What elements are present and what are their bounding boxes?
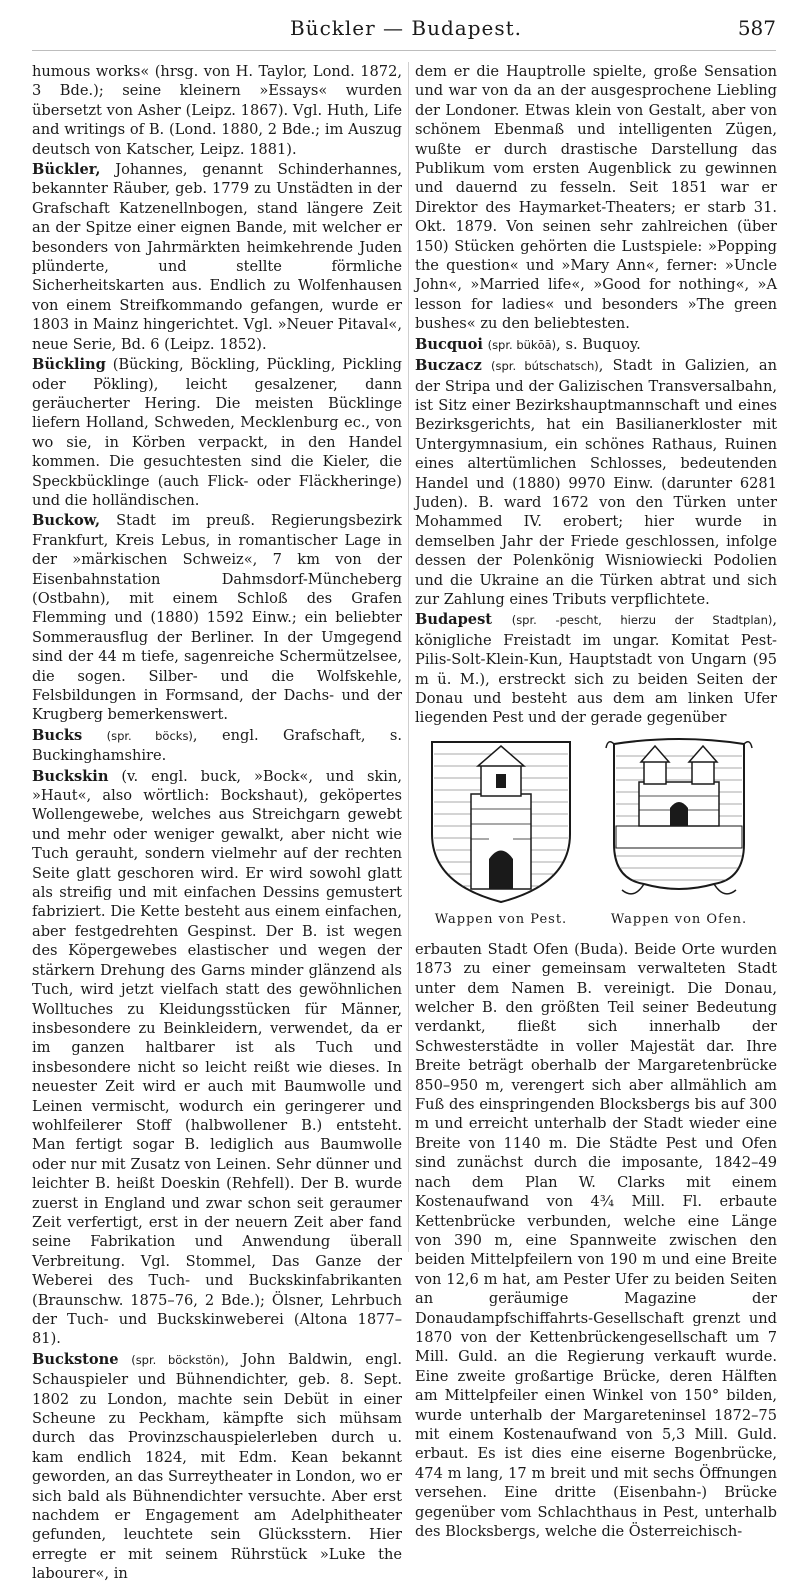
lemma: Buckskin	[32, 767, 109, 785]
pronunciation: (spr. bükōā)	[487, 337, 557, 352]
entry-text: , engl. Grafschaft, s. Buckinghamshire.	[32, 726, 402, 765]
entry-text: Stadt im preuß. Regierungsbezirk Frankfurt, Kreis Lebus, in romantischer Lage in der »märkischen Schweiz«, 7 km von der Eisenbahnstation Dahmsdorf-Müncheberg (Ostbahn), mit einem Schloß des Grafen Flemming und (1880) 1592 Einw.; ein beliebter Sommerausflug der Berliner. In der Umgegend sind der 44 m tiefe, sagenreiche Schermützelsee, die sogen. Silber- und die Wolfskehle, Felsbildungen in Formsand, der Dachs- und der Krugberg bemerkenswert.	[32, 512, 402, 724]
entry-bucks	[32, 726, 402, 766]
entry-buckskin	[32, 767, 402, 1349]
lemma: Buckstone	[32, 1350, 119, 1368]
pronunciation: (spr. böckstön)	[131, 1352, 225, 1367]
left-column	[32, 62, 402, 1583]
entry-text: , s. Buquoy.	[556, 335, 641, 353]
entry-text: , königliche Freistadt im ungar. Komitat Pest-Pilis-Solt-Klein-Kun, Hauptstadt von Ungarn (95 m ü. M.), erstreckt sich zu beiden Seiten der Donau und besteht aus dem am linken Ufer liegenden Pest und der gerade gegenüber	[415, 611, 778, 727]
lemma: Buckow,	[32, 512, 101, 530]
entry-buckow	[32, 511, 402, 724]
pronunciation: (spr. bútschatsch)	[491, 359, 599, 374]
coat-of-arms-ofen	[599, 734, 759, 934]
running-title: Bückler — Budapest.	[289, 16, 522, 40]
lemma: Buczacz	[415, 357, 482, 375]
entry-continuation: humous works« (hrsg. von H. Taylor, Lond. 1872, 3 Bde.); seine kleinern »Essays« wurden übersetzt von Asher (Leipz. 1867). Vgl. Huth, Life and writings of B. (Lond. 1880, 2 Bde.; im Auszug deutsch von Katscher, Leipz. 1881).	[32, 63, 402, 158]
caption-pest: Wappen von Pest.	[434, 911, 568, 927]
entry-text: (Bücking, Böckling, Pückling, Pickling oder Pökling), leicht gesalzener, dann geräucherter Hering. Die meisten Bücklinge liefern Holland, Schweden, Mecklenburg ec., von wo sie, in Körben verpackt, in den Handel kommen. Die gesuchtesten sind die Kieler, die Speckbücklinge (auch Flick- oder Fläckheringe) und die holländischen.	[32, 356, 402, 509]
lemma: Bucquoi	[415, 335, 483, 353]
ofen-shield-icon	[604, 734, 754, 906]
lemma: Budapest	[415, 611, 493, 629]
right-column	[415, 62, 778, 1540]
caption-ofen: Wappen von Ofen.	[610, 911, 748, 927]
lemma: Bückling	[32, 356, 106, 374]
lemma: Bückler,	[32, 161, 101, 179]
column-divider	[408, 62, 409, 1252]
entry-buczacz	[415, 356, 777, 609]
lemma: Bucks	[32, 726, 83, 744]
entry-text: , Stadt in Galizien, an der Stripa und der Galizischen Transversalbahn, ist Sitz einer Bezirkshauptmannschaft und eines Bezirksgerichts, hat ein Basilianerkloster mit Untergymnasium, ein schönes Rathaus, Ruinen eines altertümlichen Schlosses, bedeutenden Handel und (1880) 9970 Einw. (darunter 6281 Juden). B. ward 1672 von den Türken unter Mohammed IV. erobert; hier wurde in demselben Jahr der Friede geschlossen, infolge dessen der Polenkönig Wisniowiecki Podolien und die Ukraine an die Türken abtrat und sich zur Zahlung eines Tributs verpflichtete.	[415, 357, 778, 608]
entry-bucquoi	[415, 335, 777, 355]
entry-text: , John Baldwin, engl. Schauspieler und Bühnendichter, geb. 8. Sept. 1802 zu London, machte sein Debüt in einer Scheune zu Peckham, kämpfte sich mühsam durch das Provinzschauspielerleben durch u. kam endlich 1824, mit Edm. Kean bekannt geworden, an das Surreytheater in London, wo er sich bald als Bühnendichter versuchte. Aber erst nachdem er Engagement am Adelphitheater gefunden, leuchtete sein Glücksstern. Hier erregte er mit seinem Rührstück »Luke the labourer«, in	[32, 1350, 402, 1583]
entry-budapest	[415, 610, 777, 727]
page-number: 587	[737, 16, 776, 40]
page-header	[36, 10, 776, 44]
pronunciation: (spr. -pescht, hierzu der Stadtplan)	[511, 613, 773, 628]
entry-continuation: dem er die Hauptrolle spielte, große Sensation und war von da an der ausgesprochene Liebling der Londoner. Etwas klein von Gestalt, aber von schönem Ebenmaß und intelligenten Zügen, wußte er durch drastische Darstellung das Publikum vom ersten Augenblick zu gewinnen und dauernd zu fesseln. Seit 1851 war er Direktor des Haymarket-Theaters; er starb 31. Okt. 1879. Von seinen sehr zahlreichen (über 150) Stücken gehörten die Lustspiele: »Popping the question« und »Mary Ann«, ferner: »Uncle John«, »Married life«, »Good for nothing«, »A lesson for ladies« und besonders »The green bushes« zu den beliebtesten.	[415, 63, 777, 333]
pest-shield-icon	[426, 734, 576, 906]
entry-buckstone	[32, 1350, 402, 1584]
header-rule	[32, 50, 776, 51]
coat-of-arms-pest	[421, 734, 581, 934]
entry-bueckler	[32, 160, 402, 354]
coats-of-arms	[415, 734, 777, 934]
pronunciation: (spr. böcks)	[106, 728, 193, 743]
entry-bueckling	[32, 355, 402, 510]
entry-text: Johannes, genannt Schinderhannes, bekannter Räuber, geb. 1779 zu Unstädten in der Grafschaft Katzenellnbogen, stand längere Zeit an der Spitze einer eignen Bande, mit welcher er besonders von Jahrmärkten heimkehrende Juden plünderte, und stellte förmliche Sicherheitskarten aus. Endlich zu Wolfenhausen von einem Streifkommando gefangen, wurde er 1803 in Mainz hingerichtet. Vgl. »Neuer Pitaval«, neue Serie, Bd. 6 (Leipz. 1852).	[32, 161, 402, 353]
entry-budapest-continuation: erbauten Stadt Ofen (Buda). Beide Orte wurden 1873 zu einer gemeinsam verwalteten Stadt unter dem Namen B. vereinigt. Die Donau, welcher B. den größten Teil seiner Bedeutung verdankt, fließt sich innerhalb der Schwesterstädte in voller Majestät dar. Ihre Breite beträgt oberhalb der Margaretenbrücke 850–950 m, verengert sich aber allmählich am Fuß des einspringenden Blocksbergs bis auf 300 m und erreicht unterhalb der Stadt wieder eine Breite von 1140 m. Die Städte Pest und Ofen sind zunächst durch die imposante, 1842–49 nach dem Plan W. Clarks mit einem Kostenaufwand von 4¾ Mill. Fl. erbaute Kettenbrücke verbunden, welche eine Länge von 390 m, eine Spannweite zwischen den beiden Mittelpfeilern von 190 m und eine Breite von 12,6 m hat, am Pester Ufer zu beiden Seiten an geräumige Magazine der Donaudampfschiffahrts-Gesellschaft grenzt und 1870 von der Kettenbrückengesellschaft um 7 Mill. Guld. an die Regierung verkauft wurde. Eine zweite großartige Brücke, deren Hälften am Mittelpfeiler einen Winkel von 150° bilden, wurde unterhalb der Margareteninsel 1872–75 mit einem Kostenaufwand von 5,3 Mill. Guld. erbaut. Es ist dies eine eiserne Bogenbrücke, 474 m lang, 17 m breit und mit sechs Öffnungen versehen. Eine dritte (Eisenbahn-) Brücke gegenüber vom Schlachthaus in Pest, unterhalb des Blocksbergs, welche die Österreichisch-	[415, 940, 777, 1540]
entry-text: (v. engl. buck, »Bock«, und skin, »Haut«, also wörtlich: Bockshaut), geköpertes Wollengewebe, welches aus Streichgarn gewebt und mehr oder weniger gewalkt, aber nicht wie Tuch gerauht, sondern vielmehr auf der rechten Seite glatt geschoren wird. Er wird sowohl glatt als streifig und mit einfachen Dessins gemustert fabriziert. Die Kette besteht aus einem einfachen, aber festgedrehten Gespinst. Der B. ist wegen des Köpergewebes elastischer und wegen der stärkern Drehung des Garns minder glänzend als Tuch, wird jetzt vielfach statt des gewöhnlichen Wolltuches zu Kleidungsstücken für Männer, insbesondere zu Beinkleidern, verwendet, da er im ganzen haltbarer ist als Tuch und insbesondere nicht so leicht reißt wie dieses. In neuester Zeit wird er auch mit Baumwolle und Leinen vermischt, wodurch ein geringerer und wohlfeilerer Stoff (halbwollener B.) entsteht. Man fertigt sogar B. lediglich aus Baumwolle oder nur mit Zusatz von Leinen. Sehr dünner und leichter B. heißt Doeskin (Rehfell). Der B. wurde zuerst in England und zwar schon seit geraumer Zeit verfertigt, erst in der neuern Zeit aber fand seine Fabrikation und Anwendung überall Verbreitung. Vgl. Stommel, Das Ganze der Weberei des Tuch- und Buckskinfabrikanten (Braunschw. 1875–76, 2 Bde.); Ölsner, Lehrbuch der Tuch- und Buckskinweberei (Altona 1877–81).	[32, 767, 402, 1348]
